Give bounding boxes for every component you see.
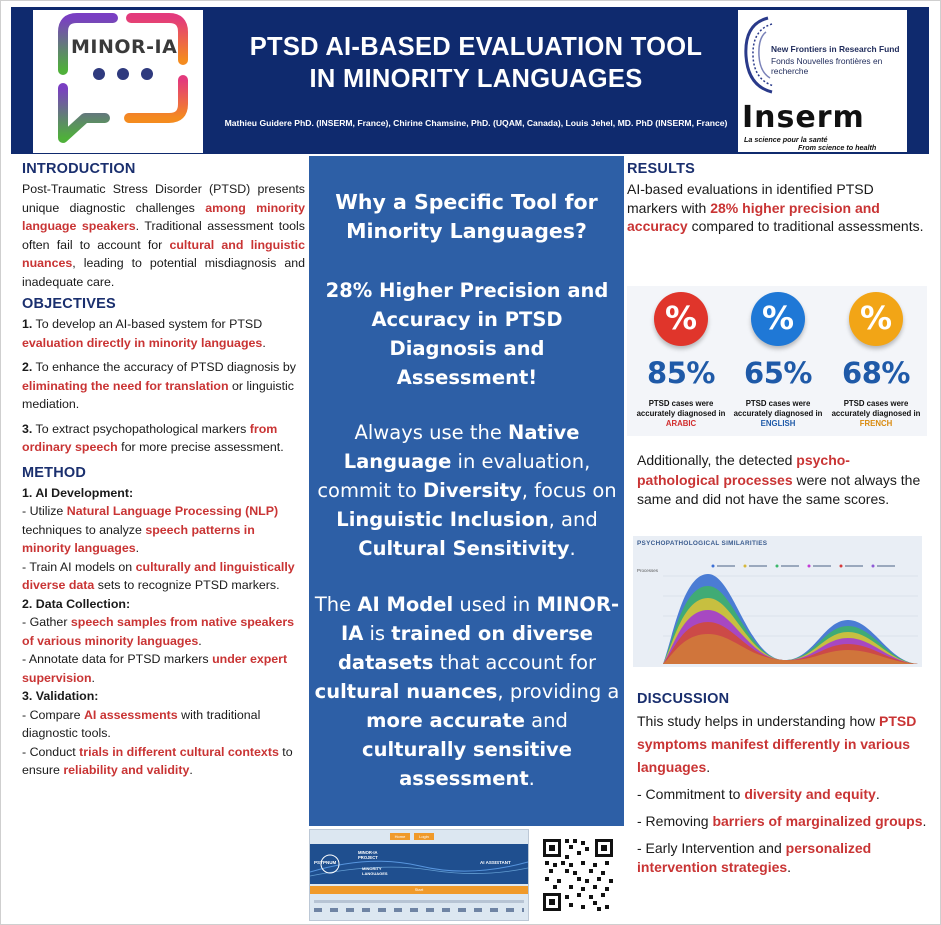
logo-text: MINOR-IA <box>71 36 178 58</box>
center-text: , providing a <box>497 680 620 703</box>
objective-text: To develop an AI-based system for PTSD <box>32 317 263 331</box>
center-text: , focus on <box>521 479 617 502</box>
center-panel <box>309 156 624 826</box>
discussion-item-highlight: diversity and equity <box>744 786 876 802</box>
findings-highlight: psycho-pathological processes <box>637 452 850 488</box>
discussion-item-highlight: personalized intervention strategies <box>637 840 872 875</box>
discussion-item-text: . <box>875 786 880 802</box>
discussion-item-text: . <box>787 859 792 875</box>
method-highlight: Natural Language Processing (NLP) <box>66 504 279 518</box>
discussion-item-text: - Removing <box>637 813 713 829</box>
center-text: . <box>569 537 576 560</box>
percent-icon: % <box>654 292 708 346</box>
speech-bubble-icon <box>33 10 203 153</box>
findings-text-1: Additionally, the detected <box>637 452 797 468</box>
method-text: - Compare <box>22 707 84 722</box>
center-bold: Diversity <box>423 479 522 502</box>
legend-marker <box>712 565 715 568</box>
center-bold: cultural nuances <box>314 680 498 703</box>
nfrf-swirl-icon <box>738 10 778 100</box>
title-line-1: PTSD AI-BASED EVALUATION TOOL <box>249 33 703 61</box>
introduction-text <box>22 180 305 291</box>
center-text: is <box>363 622 392 645</box>
method-text: - Annotate data for PTSD markers <box>22 652 213 666</box>
center-text: used in <box>453 593 537 616</box>
method-text: - Utilize <box>22 504 67 518</box>
introduction-heading: INTRODUCTION <box>22 161 136 177</box>
method-highlight: trials in different cultural contexts <box>79 744 279 759</box>
website-hero-sub: MINORITY LANGUAGES <box>362 866 388 876</box>
website-brand: PSYPNUM <box>314 860 337 865</box>
objective-text: To extract psychopathological markers <box>32 421 250 436</box>
method-text: . <box>135 541 140 555</box>
method-highlight: of various minority languages <box>22 633 199 648</box>
discussion-item-text: - Early Intervention and <box>637 840 786 856</box>
method-step-title: 2. Data Collection: <box>22 596 131 611</box>
objective-highlight: from ordinary speech <box>22 421 278 454</box>
legend-marker <box>744 565 747 568</box>
intro-text-2: . Traditional assessment tools often fail to account for <box>22 219 305 252</box>
right-column <box>627 161 927 236</box>
legend-label <box>845 565 863 567</box>
method-highlight: under expert supervision <box>22 652 288 685</box>
authors: Mathieu Guidere PhD. (INSERM, France), Chirine Chamsine, PhD. (UQAM, Canada), Louis Jehel, MD. PhD (INSERM, France) <box>224 118 728 128</box>
objective-item <box>22 420 305 457</box>
similarities-chart <box>633 536 922 667</box>
stat-language: ARABIC <box>665 419 697 428</box>
discussion-item <box>637 812 927 831</box>
website-link-row <box>314 908 524 912</box>
stat-caption-text: PTSD cases were accurately diagnosed in <box>733 399 823 418</box>
native-language-statement <box>311 418 623 563</box>
objective-text-end: for more precise assessment. <box>117 440 284 454</box>
chart-ylabel: Processes <box>637 568 659 573</box>
method-highlight: culturally and linguistically diverse data <box>22 559 295 592</box>
discussion-heading: DISCUSSION <box>637 691 730 707</box>
center-bold: culturally sensitive assessment <box>362 738 572 790</box>
stat-language: ENGLISH <box>760 419 796 428</box>
website-hero-title: MINOR-IA PROJECT <box>358 850 378 860</box>
ai-model-statement <box>311 590 623 793</box>
precision-claim: 28% Higher Precision and Accuracy in PTSD Diagnosis and Assessment! <box>325 279 609 389</box>
method-item <box>22 706 305 743</box>
method-text: . <box>189 763 193 777</box>
discussion-item-highlight: barriers of marginalized groups <box>712 813 923 829</box>
percent-icon: % <box>751 292 805 346</box>
findings-text-2: were not always the same and did not have the same scores. <box>637 471 921 507</box>
method-highlight: speech patterns in minority languages <box>22 522 255 555</box>
stat-language: FRENCH <box>859 419 893 428</box>
center-text: in evaluation, commit to <box>317 450 591 502</box>
center-bold: trained on diverse datasets <box>337 622 594 674</box>
results-highlight: 28% higher precision and accuracy <box>627 199 880 234</box>
discussion-text <box>637 710 927 779</box>
inserm-tagline-en: From science to health <box>798 143 877 152</box>
center-text: , and <box>548 508 598 531</box>
intro-text-1: Post-Traumatic Stress Disorder (PTSD) presents unique diagnostic challenges <box>22 182 305 215</box>
method-item <box>22 650 305 687</box>
method-text: to ensure <box>22 744 293 777</box>
objective-number: 2. <box>22 360 33 374</box>
stat-value: 85% <box>647 356 715 390</box>
center-text: and <box>524 709 568 732</box>
center-bold: Native Language <box>343 421 580 473</box>
method-item <box>22 743 305 780</box>
website-hero <box>310 844 528 884</box>
website-cta-bar: Start <box>310 886 528 894</box>
method-text: with traditional diagnostic tools. <box>22 707 261 740</box>
objective-item <box>22 358 305 414</box>
legend-label <box>749 565 767 567</box>
minor-ia-logo <box>33 10 203 153</box>
stat-caption-text: PTSD cases were accurately diagnosed in <box>636 399 726 418</box>
method-text: sets to recognize PTSD markers. <box>94 578 280 592</box>
center-bold: more accurate <box>366 709 525 732</box>
center-bold: Cultural Sensitivity <box>358 537 570 560</box>
method-text: . <box>198 633 202 648</box>
method-text: techniques to analyze <box>22 522 146 537</box>
nfrf-name-en: New Frontiers in Research Fund <box>771 44 900 54</box>
method-step-title: 3. Validation: <box>22 689 99 703</box>
method-subheading-1 <box>22 484 305 503</box>
objective-number: 1. <box>22 317 33 331</box>
method-subheading-3 <box>22 687 305 706</box>
method-highlight: AI assessments <box>83 707 178 722</box>
discussion-section <box>637 691 927 877</box>
method-heading: METHOD <box>22 464 87 481</box>
center-text: that account for <box>433 651 597 674</box>
poster-title <box>216 31 736 95</box>
stat-caption <box>827 399 925 429</box>
discussion-text-2: . <box>706 759 711 775</box>
stat-caption-text: PTSD cases were accurately diagnosed in <box>831 399 921 418</box>
results-text-2: compared to traditional assessments. <box>687 218 924 234</box>
website-tab: Home <box>390 833 410 840</box>
discussion-text-1: This study helps in understanding how <box>637 713 880 729</box>
legend-label <box>717 565 735 567</box>
legend-marker <box>872 565 875 568</box>
legend-marker <box>776 565 779 568</box>
objective-highlight: eliminating the need for translation <box>22 378 229 393</box>
method-text: - Train AI models on <box>22 559 136 574</box>
intro-highlight-1: among minority language speakers <box>22 200 305 233</box>
center-bold: AI Model <box>357 593 454 616</box>
legend-marker <box>808 565 811 568</box>
qr-code[interactable] <box>535 829 621 919</box>
chart-svg <box>633 536 922 667</box>
method-highlight: speech samples from native speakers <box>70 615 295 629</box>
results-text <box>627 180 927 236</box>
inserm-logo <box>738 100 907 152</box>
nfrf-name-fr: Fonds Nouvelles frontières en recherche <box>771 56 883 76</box>
objective-number: 3. <box>22 421 33 436</box>
stat-caption <box>632 399 730 429</box>
website-tab: Login <box>414 833 434 840</box>
results-text-1: AI-based evaluations in identified PTSD markers with <box>627 181 874 216</box>
discussion-highlight: PTSD symptoms manifest differently in various languages <box>637 713 917 775</box>
chart-legend <box>712 565 896 568</box>
nfrf-logo <box>738 10 907 100</box>
legend-label <box>877 565 895 567</box>
additional-findings <box>637 451 922 510</box>
method-item <box>22 558 305 595</box>
center-bold: Linguistic Inclusion <box>336 508 549 531</box>
legend-label <box>813 565 831 567</box>
center-bold: MINOR-IA <box>340 593 620 645</box>
inserm-wordmark: Inserm <box>742 100 865 135</box>
center-text: . <box>528 767 535 790</box>
objectives-heading: OBJECTIVES <box>22 296 116 312</box>
method-text: . <box>91 670 95 685</box>
method-item <box>22 502 305 558</box>
objective-highlight: evaluation directly in minority languages <box>22 335 263 350</box>
website-screenshot <box>309 829 529 921</box>
method-item <box>22 613 305 650</box>
legend-label <box>781 565 799 567</box>
why-heading: Why a Specific Tool for Minority Languages? <box>335 190 598 243</box>
center-text: Always use the <box>354 421 509 444</box>
method-highlight: reliability and validity <box>63 763 190 777</box>
method-text: - Conduct <box>22 744 80 759</box>
title-line-2: IN MINORITY LANGUAGES <box>309 65 643 93</box>
website-ai-assistant: AI ASSISTANT <box>480 860 511 865</box>
center-text: The <box>314 593 358 616</box>
discussion-item-text: . <box>922 813 927 829</box>
chart-areas <box>663 574 918 664</box>
percent-icon: % <box>849 292 903 346</box>
discussion-item-text: - Commitment to <box>637 786 745 802</box>
objective-text-end: or linguistic mediation. <box>22 378 294 411</box>
discussion-item <box>637 785 927 804</box>
results-heading: RESULTS <box>627 161 695 177</box>
inserm-tagline-fr: La science pour la santé <box>744 135 828 144</box>
objective-text: To enhance the accuracy of PTSD diagnosis by <box>32 360 296 374</box>
qr-code-icon <box>535 829 621 919</box>
legend-marker <box>840 565 843 568</box>
website-text-row <box>314 900 524 903</box>
stat-value: 68% <box>842 356 910 390</box>
method-step-title: 1. AI Development: <box>22 485 134 500</box>
intro-text-3: , leading to potential misdiagnosis and inadequate care. <box>22 256 305 289</box>
stat-value: 65% <box>744 356 812 390</box>
stat-caption <box>729 399 827 429</box>
accuracy-stats-panel <box>627 286 927 436</box>
objective-text-end: . <box>262 335 266 350</box>
objective-item <box>22 315 305 352</box>
intro-highlight-2: cultural and linguistic nuances <box>22 237 305 270</box>
chart-title: PSYCHOPATHOLOGICAL SIMILARITIES <box>637 540 768 547</box>
left-column <box>22 161 305 780</box>
method-subheading-2 <box>22 595 305 614</box>
poster-header <box>11 7 929 154</box>
discussion-item <box>637 839 927 877</box>
method-text: - Gather <box>22 615 71 629</box>
